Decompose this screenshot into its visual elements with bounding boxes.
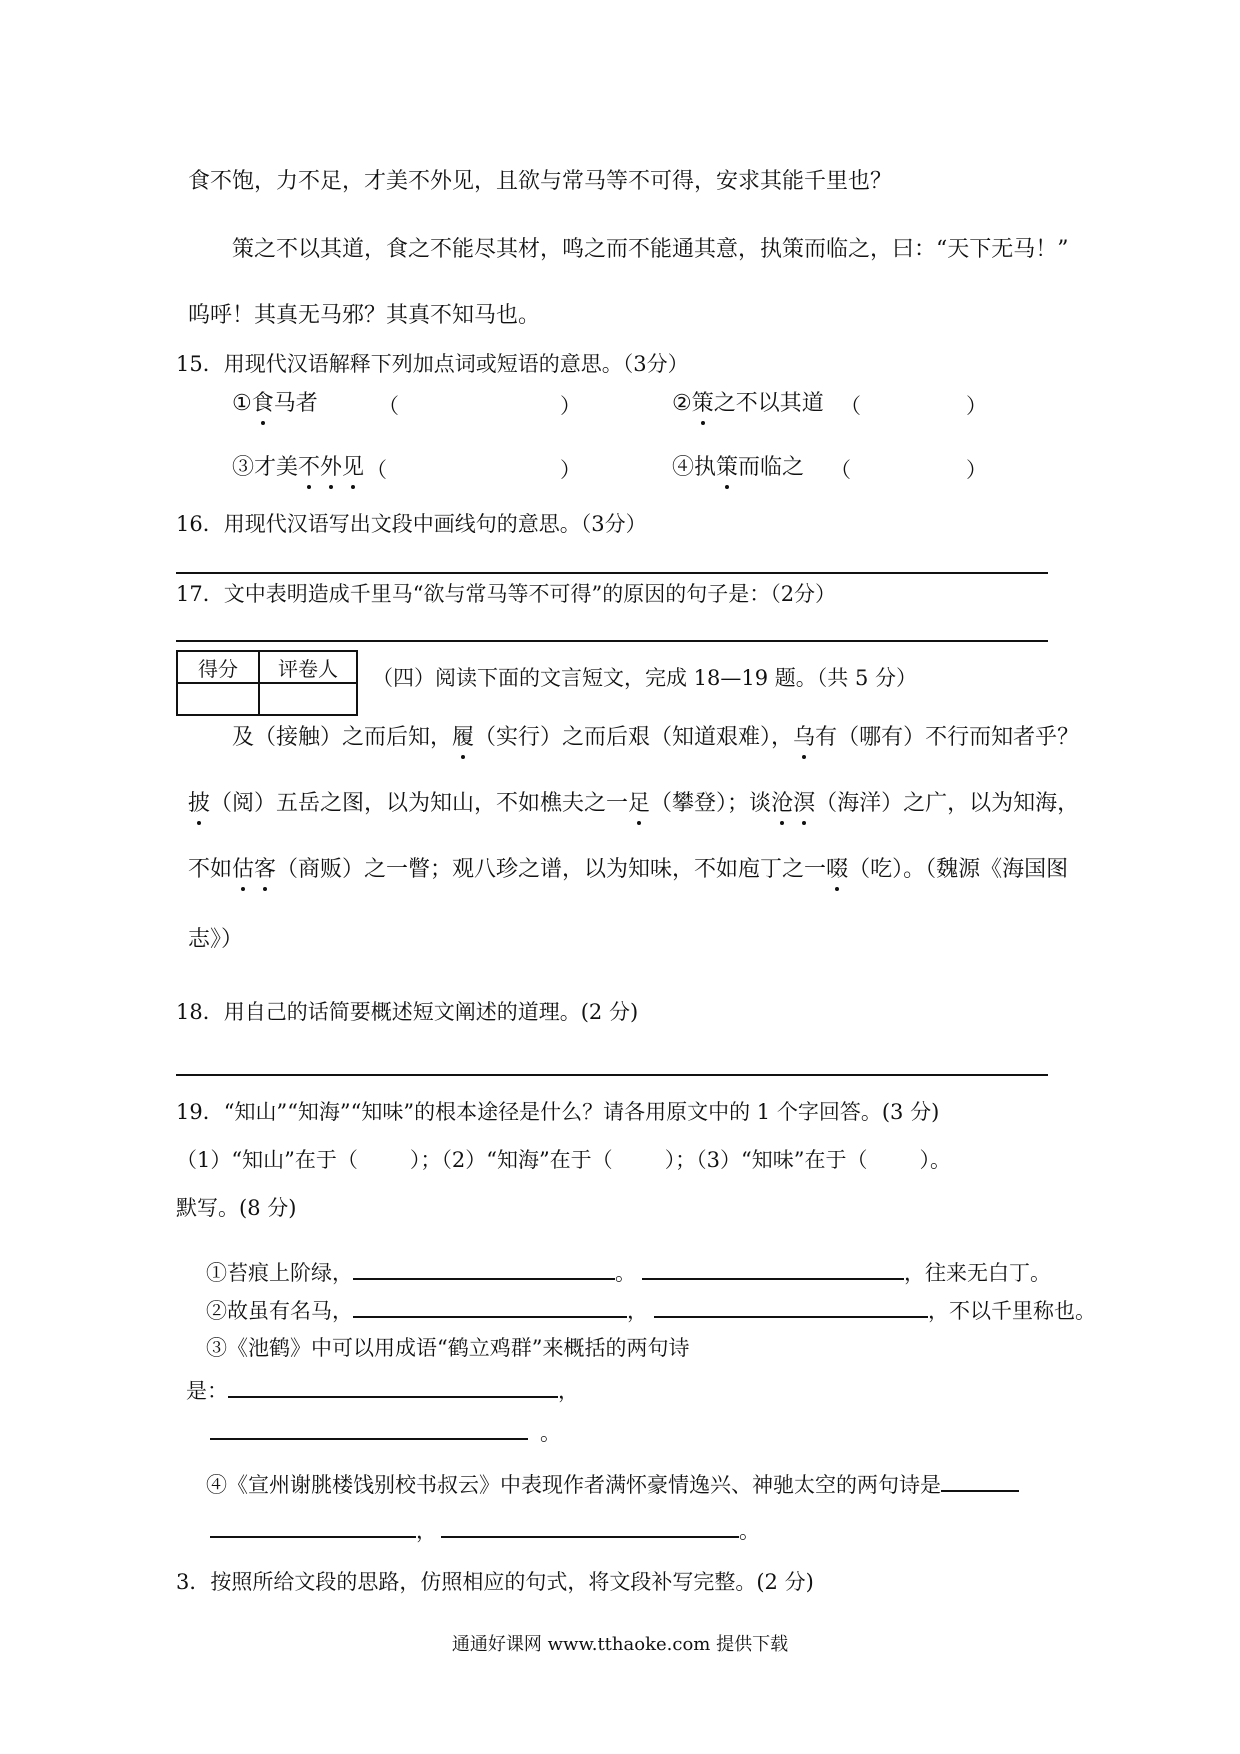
dictation-item-3-answer: 。 <box>210 1416 561 1447</box>
emphasis-dot-char: 啜 <box>826 857 849 882</box>
answer-line[interactable] <box>176 572 1048 574</box>
q15-item-1: ①食马者 <box>232 391 318 416</box>
fill-blank[interactable] <box>210 1416 528 1440</box>
emphasis-dot-char: 履 <box>452 725 475 750</box>
dictation-item-3-answer: 是： ， <box>186 1374 579 1405</box>
fill-blank[interactable] <box>642 1256 904 1280</box>
fill-blank[interactable] <box>228 1374 558 1398</box>
paren-right: ） <box>966 394 987 418</box>
emphasis-dot-char: 披 <box>188 791 211 816</box>
question-16-stem: 16．用现代汉语写出文段中画线句的意思。（3分） <box>176 512 647 536</box>
emphasis-dot-char: 策 <box>716 455 739 480</box>
fill-blank[interactable] <box>654 1294 928 1318</box>
dictation-item-3: ③《池鹤》中可以用成语“鹤立鸡群”来概括的两句诗 <box>206 1336 690 1360</box>
reviewer-label: 评卷人 <box>259 651 357 683</box>
question-17-stem: 17．文中表明造成千里马“欲与常马等不可得”的原因的句子是：（2分） <box>176 582 837 606</box>
dictation-item-4: ④《宣州谢朓楼饯别校书叔云》中表现作者满怀豪情逸兴、神驰太空的两句诗是 <box>206 1468 1019 1499</box>
emphasis-dot-char: 见 <box>342 455 365 480</box>
paren-right: ） <box>966 458 987 482</box>
score-cell[interactable] <box>177 683 259 715</box>
question-3-stem: 3．按照所给文段的思路，仿照相应的句式，将文段补写完整。(2 分) <box>176 1570 814 1594</box>
dictation-item-1: ①苔痕上阶绿， 。 ，往来无白丁。 <box>206 1256 1051 1287</box>
answer-line[interactable] <box>176 1074 1048 1076</box>
paren-right: ） <box>560 394 581 418</box>
emphasis-dot-char: 足 <box>628 791 651 816</box>
emphasis-dot-char: 估 <box>232 857 255 882</box>
emphasis-dot-char: 食 <box>251 391 274 416</box>
dictation-item-2: ②故虽有名马， ， ，不以千里称也。 <box>206 1294 1096 1325</box>
passage-line: 呜呼！其真无马邪？其真不知马也。 <box>188 303 541 328</box>
dictation-title: 默写。(8 分) <box>176 1196 297 1220</box>
section-4-title: （四）阅读下面的文言短文，完成 18—19 题。（共 5 分） <box>372 666 918 690</box>
score-box <box>176 650 358 716</box>
paren-right: ） <box>560 458 581 482</box>
emphasis-dot-char: 乌 <box>793 725 816 750</box>
passage-line: 食不饱，力不足，才美不外见，且欲与常马等不可得，安求其能千里也？ <box>188 169 893 194</box>
q19-subquestions: （1）“知山”在于（ ）；（2）“知海”在于（ ）；（3）“知味”在于（ ）。 <box>176 1148 952 1172</box>
emphasis-dot-char: 外 <box>320 455 343 480</box>
score-label: 得分 <box>177 651 259 683</box>
dictation-item-4-answer: ， 。 <box>210 1514 760 1545</box>
paren-left: （ <box>830 458 851 482</box>
emphasis-dot-char: 策 <box>691 391 714 416</box>
fill-blank[interactable] <box>441 1514 739 1538</box>
paren-left: （ <box>366 458 387 482</box>
fill-blank[interactable] <box>941 1468 1019 1492</box>
q15-item-3: ③才美不外见 <box>232 455 365 480</box>
fill-blank[interactable] <box>210 1514 416 1538</box>
passage-line: 志》） <box>188 927 244 952</box>
answer-line[interactable] <box>176 640 1048 642</box>
q15-item-4: ④执策而临之 <box>672 455 805 480</box>
reviewer-cell[interactable] <box>259 683 357 715</box>
question-19-stem: 19．“知山”“知海”“知味”的根本途径是什么？请各用原文中的 1 个字回答。(3 分) <box>176 1100 940 1124</box>
q15-item-2: ②策之不以其道 <box>672 391 824 416</box>
emphasis-dot-char: 沧 <box>771 791 794 816</box>
passage-line: 策之不以其道，食之不能尽其材，鸣之而不能通其意，执策而临之，曰：“天下无马！” <box>232 237 1069 262</box>
emphasis-dot-char: 客 <box>254 857 277 882</box>
fill-blank[interactable] <box>353 1256 615 1280</box>
paren-left: （ <box>378 394 399 418</box>
passage-line: 及（接触）之而后知，履（实行）之而后艰（知道艰难），乌有（哪有）不行而知者乎？ <box>232 725 1080 750</box>
emphasis-dot-char: 溟 <box>793 791 816 816</box>
fill-blank[interactable] <box>353 1294 627 1318</box>
question-18-stem: 18．用自己的话简要概述短文阐述的道理。(2 分) <box>176 1000 639 1024</box>
paren-left: （ <box>840 394 861 418</box>
emphasis-dot-char: 不 <box>298 455 321 480</box>
page-footer: 通通好课网 www.tthaoke.com 提供下载 <box>451 1634 789 1655</box>
passage-line: 不如估客（商贩）之一瞥；观八珍之谱，以为知味，不如庖丁之一啜（吃）。（魏源《海国图 <box>188 857 1069 882</box>
passage-line: 披（阅）五岳之图，以为知山，不如樵夫之一足（攀登）；谈沧溟（海洋）之广，以为知海， <box>188 791 1080 816</box>
question-15-stem: 15．用现代汉语解释下列加点词或短语的意思。（3分） <box>176 352 689 376</box>
